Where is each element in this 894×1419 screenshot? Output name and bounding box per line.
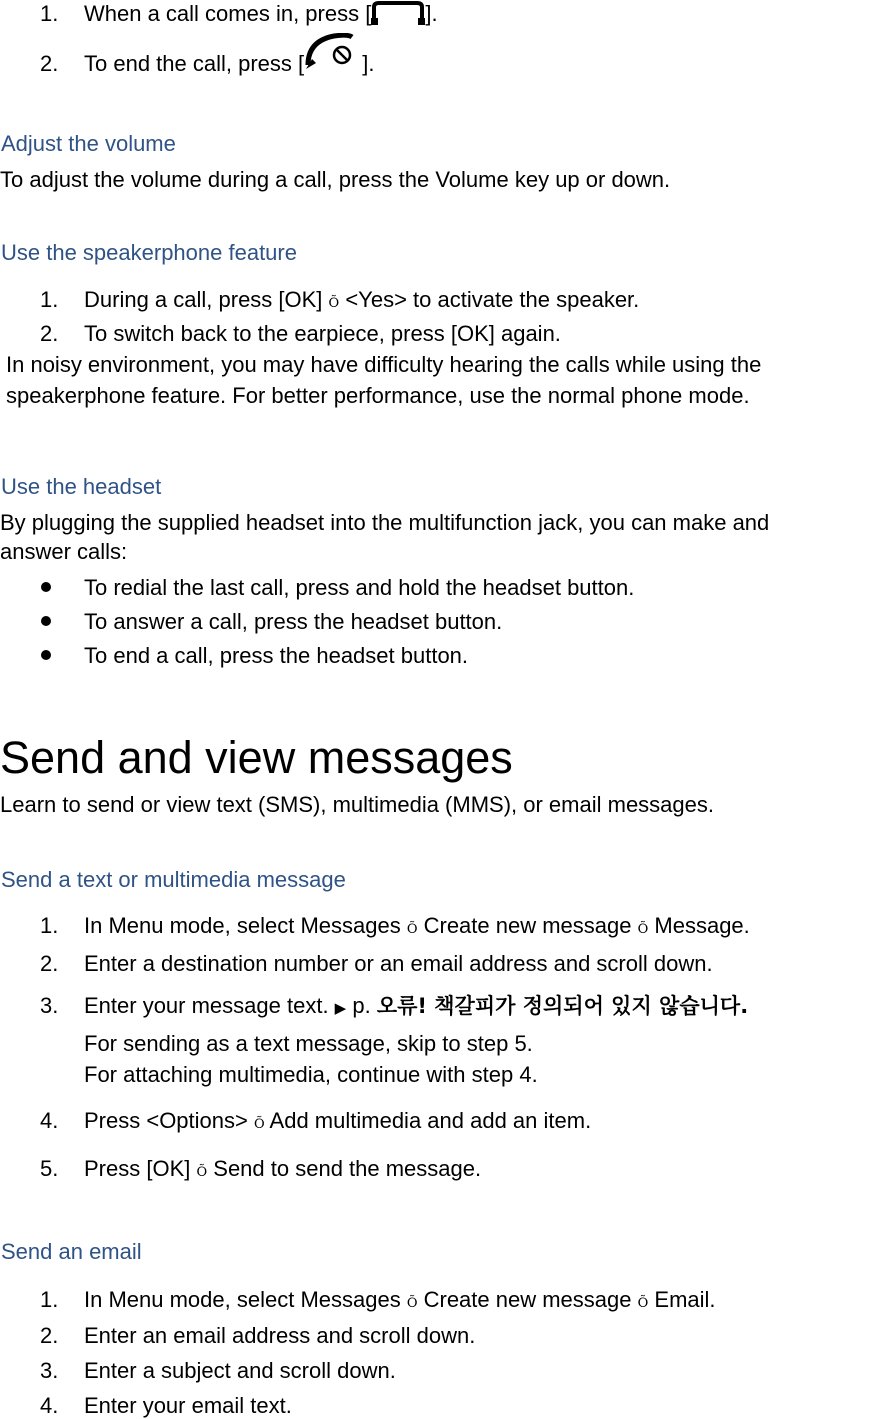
messages-title: Send and view messages — [0, 732, 513, 783]
call-key-icon — [371, 1, 425, 25]
menu-separator: Õ — [637, 1296, 649, 1311]
end-call-step: To end the call, press [ ]. — [84, 51, 374, 77]
speaker-note-line: speakerphone feature. For better performance, use the normal phone mode. — [6, 383, 750, 408]
headset-heading: Use the headset — [1, 474, 162, 499]
answer-call-step: When a call comes in, press [ ]. — [84, 1, 438, 26]
text-message-heading: Send a text or multimedia message — [1, 867, 346, 892]
text-message-step-2: Enter a destination number or an email address and scroll down. — [84, 951, 713, 976]
speaker-step-2: To switch back to the earpiece, press [OK] again. — [84, 321, 561, 346]
bullet-dot — [41, 650, 51, 660]
step-number: 2. — [40, 321, 59, 346]
step-number: 5. — [40, 1156, 59, 1181]
bullet-dot — [41, 582, 51, 592]
text-message-step-3-note: For sending as a text message, skip to step 5. — [84, 1031, 533, 1056]
speakerphone-heading: Use the speakerphone feature — [1, 240, 297, 265]
email-step-1: In Menu mode, select Messages Õ Create new message Õ Email. — [84, 1287, 716, 1312]
headset-intro-line: By plugging the supplied headset into the multifunction jack, you can make and — [0, 510, 770, 535]
text-message-step-3: Enter your message text. ▶ p. 오류! 책갈피가 정의되어 있지 않습니다. — [84, 993, 749, 1018]
bullet-dot — [41, 616, 51, 626]
step-number: 2. — [40, 51, 59, 76]
adjust-volume-heading: Adjust the volume — [1, 131, 176, 156]
step-number: 3. — [40, 1358, 59, 1383]
headset-intro-line: answer calls: — [0, 539, 128, 564]
end-call-key-icon — [304, 33, 356, 73]
text-message-step-1: In Menu mode, select Messages Õ Create new message Õ Message. — [84, 913, 750, 938]
step-number: 4. — [40, 1108, 59, 1133]
step-number: 3. — [40, 993, 59, 1018]
step-number: 2. — [40, 1323, 59, 1348]
headset-bullet: To end a call, press the headset button. — [84, 643, 469, 668]
email-step-4: Enter your email text. — [84, 1393, 292, 1418]
step-number: 1. — [40, 1287, 59, 1312]
text-message-step-4: Press <Options> Õ Add multimedia and add an item. — [84, 1108, 592, 1133]
step-number: 2. — [40, 951, 59, 976]
headset-bullet: To answer a call, press the headset button. — [84, 609, 503, 634]
menu-separator: Õ — [406, 1296, 418, 1311]
speaker-note-line: In noisy environment, you may have difficulty hearing the calls while using the — [6, 352, 762, 377]
menu-separator: Õ — [196, 1165, 208, 1180]
menu-separator: Õ — [328, 296, 340, 311]
menu-separator: Õ — [637, 922, 649, 937]
email-step-3: Enter a subject and scroll down. — [84, 1358, 396, 1383]
send-email-heading: Send an email — [1, 1239, 142, 1264]
page-reference-arrow-icon: ▶ — [334, 999, 347, 1017]
email-step-2: Enter an email address and scroll down. — [84, 1323, 476, 1348]
speaker-step-1: During a call, press [OK] Õ <Yes> to activate the speaker. — [84, 287, 640, 312]
broken-reference-error: 오류! 책갈피가 정의되어 있지 않습니다. — [376, 994, 749, 1018]
menu-separator: Õ — [253, 1117, 265, 1132]
adjust-volume-text: To adjust the volume during a call, press the Volume key up or down. — [0, 167, 671, 192]
messages-intro: Learn to send or view text (SMS), multimedia (MMS), or email messages. — [0, 792, 715, 817]
step-number: 1. — [40, 913, 59, 938]
menu-separator: Õ — [406, 922, 418, 937]
headset-bullet: To redial the last call, press and hold the headset button. — [84, 575, 635, 600]
step-number: 1. — [40, 287, 59, 312]
text-message-step-5: Press [OK] Õ Send to send the message. — [84, 1156, 482, 1181]
text-message-step-3-note: For attaching multimedia, continue with step 4. — [84, 1062, 538, 1087]
step-number: 4. — [40, 1393, 59, 1418]
step-number: 1. — [40, 1, 59, 26]
